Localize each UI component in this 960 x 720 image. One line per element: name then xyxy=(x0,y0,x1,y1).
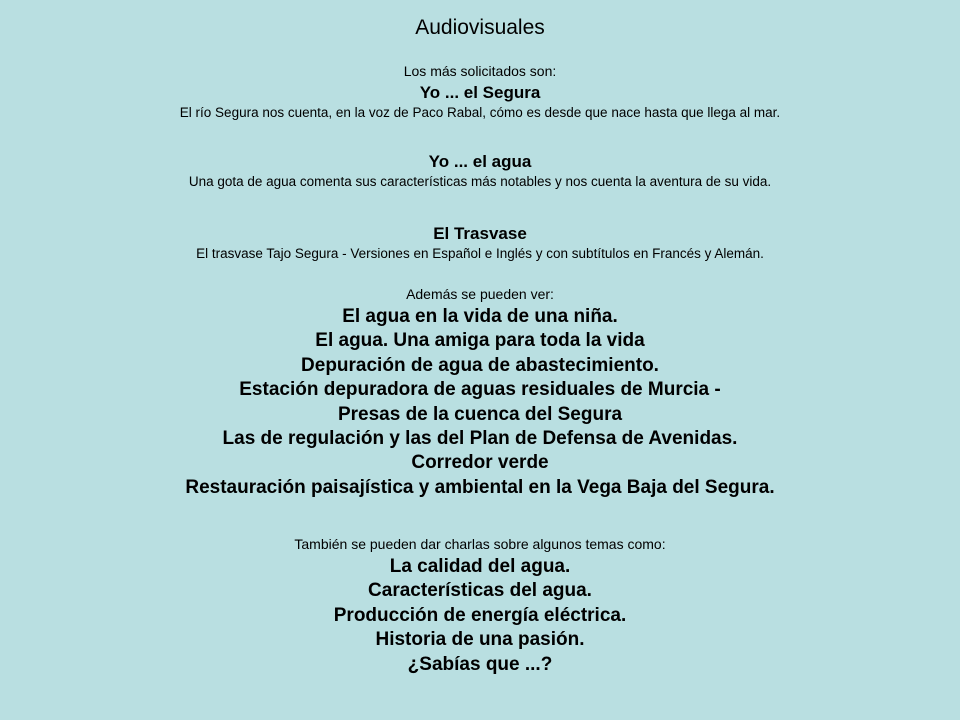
list-item: Historia de una pasión. xyxy=(375,629,585,651)
list-item: El agua. Una amiga para toda la vida xyxy=(315,330,645,352)
featured-description: El río Segura nos cuenta, en la voz de Paco Rabal, cómo es desde que nace hasta que llega al mar. xyxy=(179,105,781,120)
talks-list xyxy=(0,555,960,677)
intro-text: Los más solicitados son: xyxy=(403,63,557,79)
talks-label: También se pueden dar charlas sobre algunos temas como: xyxy=(294,536,666,552)
featured-item xyxy=(0,223,960,263)
featured-description: El trasvase Tajo Segura - Versiones en Español e Inglés y con subtítulos en Francés y Alemán. xyxy=(196,246,764,261)
featured-item xyxy=(0,82,960,122)
also-list xyxy=(0,305,960,500)
list-item: Presas de la cuenca del Segura xyxy=(337,403,623,425)
list-item: El agua en la vida de una niña. xyxy=(342,306,618,327)
list-item: Producción de energía eléctrica. xyxy=(333,604,627,626)
also-label: Además se pueden ver: xyxy=(406,286,554,302)
featured-item xyxy=(0,151,960,191)
list-item: Características del agua. xyxy=(368,580,592,602)
list-item: ¿Sabías que ...? xyxy=(407,653,553,675)
slide-title: Audiovisuales xyxy=(415,16,545,39)
featured-title: Yo ... el Segura xyxy=(419,83,541,102)
list-item: La calidad del agua. xyxy=(389,556,571,577)
featured-title: Yo ... el agua xyxy=(428,152,532,171)
featured-title: El Trasvase xyxy=(433,224,527,243)
list-item: Estación depuradora de aguas residuales de Murcia - xyxy=(239,379,721,401)
list-item: Corredor verde xyxy=(411,452,549,474)
list-item: Las de regulación y las del Plan de Defensa de Avenidas. xyxy=(222,428,738,450)
list-item: Depuración de agua de abastecimiento. xyxy=(301,354,659,376)
featured-description: Una gota de agua comenta sus características más notables y nos cuenta la aventura de su vida. xyxy=(188,174,772,189)
list-item: Restauración paisajística y ambiental en la Vega Baja del Segura. xyxy=(185,476,775,498)
